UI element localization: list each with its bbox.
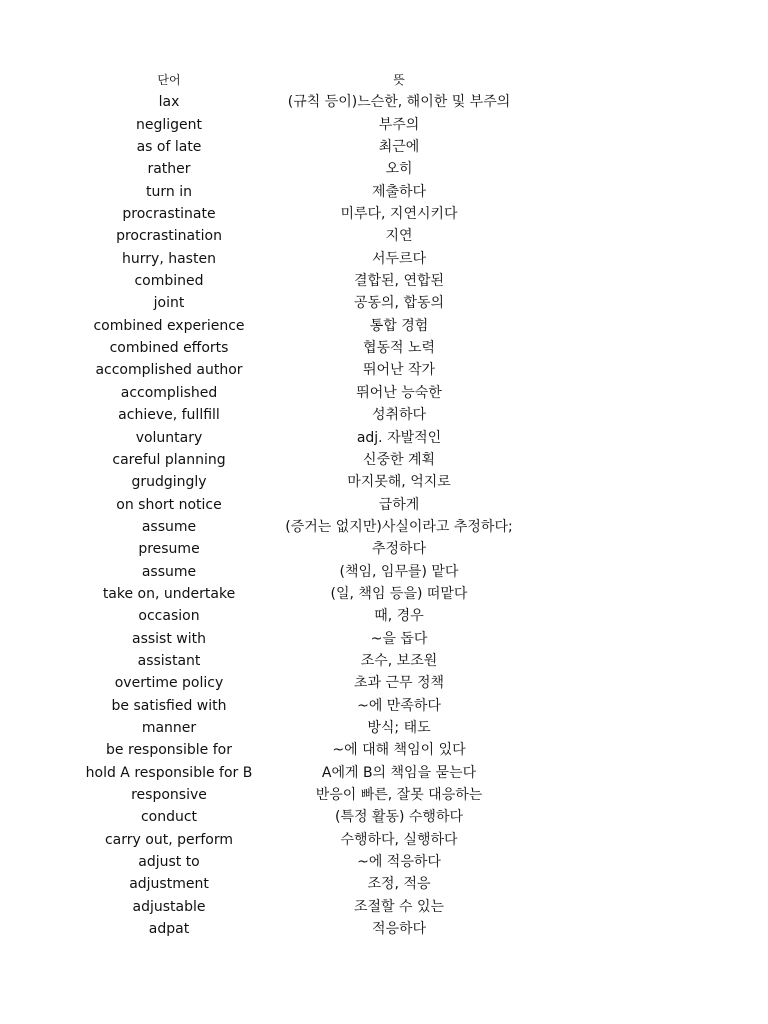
word-cell: combined experience	[93, 317, 245, 334]
table-row	[0, 494, 768, 516]
table-row	[0, 427, 768, 449]
word-cell: adpat	[148, 921, 190, 938]
table-row	[0, 225, 768, 247]
table-row	[0, 695, 768, 717]
word-cell: accomplished	[120, 384, 218, 401]
word-cell: lax	[158, 94, 180, 111]
word-cell: conduct	[140, 809, 198, 826]
word-cell: procrastination	[116, 228, 222, 245]
meaning-cell: adj. 자발적인	[356, 429, 442, 446]
table-body	[0, 91, 768, 940]
word-cell: grudgingly	[131, 474, 207, 491]
word-cell: hurry, hasten	[122, 250, 216, 267]
word-cell: be satisfied with	[111, 697, 227, 714]
word-cell: on short notice	[116, 496, 222, 513]
meaning-cell: 뛰어난 작가	[362, 362, 436, 379]
meaning-cell: ~을 돕다	[370, 630, 428, 647]
meaning-cell: 적응하다	[371, 921, 427, 938]
word-cell: as of late	[136, 139, 202, 156]
word-cell: adjustable	[132, 898, 206, 915]
word-cell: assistant	[137, 652, 201, 669]
table-row	[0, 561, 768, 583]
word-cell: assume	[141, 518, 197, 535]
table-row	[0, 270, 768, 292]
meaning-cell: 오히	[385, 161, 413, 178]
table-row	[0, 404, 768, 426]
table-row	[0, 382, 768, 404]
meaning-cell: 제출하다	[371, 183, 427, 200]
meaning-cell: 수행하다, 실행하다	[340, 831, 458, 848]
meaning-cell: 서두르다	[371, 250, 427, 267]
table-row	[0, 91, 768, 113]
table-row	[0, 203, 768, 225]
word-cell: combined efforts	[109, 340, 229, 357]
table-row	[0, 471, 768, 493]
word-cell: occasion	[138, 608, 200, 625]
meaning-cell: A에게 B의 책임을 묻는다	[321, 764, 477, 781]
table-row	[0, 762, 768, 784]
table-row	[0, 538, 768, 560]
table-row	[0, 829, 768, 851]
word-cell: turn in	[146, 183, 192, 200]
word-cell: combined	[134, 273, 204, 290]
table-row	[0, 292, 768, 314]
word-cell: rather	[147, 161, 191, 178]
meaning-cell: 공동의, 합동의	[353, 295, 445, 312]
meaning-cell: 급하게	[378, 496, 420, 513]
table-row	[0, 315, 768, 337]
vocabulary-table	[0, 69, 768, 940]
meaning-cell: 조수, 보조원	[360, 652, 438, 669]
table-row	[0, 449, 768, 471]
table-header-row	[0, 69, 768, 91]
word-cell: assist with	[132, 630, 206, 647]
word-cell: achieve, fullfill	[118, 407, 220, 424]
table-row	[0, 784, 768, 806]
word-cell: responsive	[131, 787, 207, 803]
table-row	[0, 583, 768, 605]
table-row	[0, 717, 768, 739]
table-row	[0, 918, 768, 940]
meaning-cell: 협동적 노력	[362, 340, 436, 357]
word-cell: negligent	[135, 116, 202, 133]
table-row	[0, 359, 768, 381]
meaning-cell: 미루다, 지연시키다	[340, 206, 458, 223]
meaning-cell: (일, 책임 등을) 떠맡다	[330, 585, 468, 602]
word-cell: assume	[141, 563, 197, 580]
table-row	[0, 248, 768, 270]
word-cell: overtime policy	[114, 675, 224, 692]
meaning-cell: 뛰어난 능숙한	[356, 384, 442, 401]
header-meaning: 뜻	[393, 73, 405, 87]
meaning-cell: 조절할 수 있는	[353, 898, 445, 915]
word-cell: procrastinate	[122, 206, 216, 223]
table-row	[0, 896, 768, 918]
meaning-cell: 부주의	[378, 116, 420, 133]
meaning-cell: 방식; 태도	[367, 719, 431, 736]
meaning-cell: 성취하다	[371, 407, 427, 424]
meaning-cell: (특정 활동) 수행하다	[334, 809, 464, 826]
meaning-cell: 조정, 적응	[367, 876, 431, 893]
table-row	[0, 739, 768, 761]
word-cell: voluntary	[135, 429, 203, 446]
meaning-cell: 초과 근무 정책	[353, 675, 445, 692]
table-row	[0, 337, 768, 359]
table-row	[0, 516, 768, 538]
word-cell: accomplished author	[95, 362, 243, 379]
word-cell: take on, undertake	[102, 585, 236, 602]
table-row	[0, 650, 768, 672]
meaning-cell: (규칙 등이)느슨한, 해이한 및 부주의	[287, 94, 511, 111]
meaning-cell: 추정하다	[371, 541, 427, 558]
meaning-cell: 결합된, 연합된	[353, 273, 445, 290]
table-row	[0, 873, 768, 895]
meaning-cell: 반응이 빠른, 잘못 대응하는	[315, 787, 483, 803]
word-cell: manner	[141, 719, 197, 736]
word-cell: adjust to	[138, 854, 200, 871]
meaning-cell: (책임, 임무를) 맡다	[339, 563, 459, 580]
word-cell: adjustment	[129, 876, 209, 893]
word-cell: be responsible for	[106, 742, 232, 759]
header-word: 단어	[157, 73, 181, 87]
meaning-cell: 최근에	[378, 139, 420, 156]
word-cell: carry out, perform	[104, 831, 233, 848]
word-cell: presume	[138, 541, 200, 558]
meaning-cell: 신중한 계획	[362, 451, 436, 468]
table-row	[0, 181, 768, 203]
table-row	[0, 672, 768, 694]
table-row	[0, 136, 768, 158]
table-row	[0, 158, 768, 180]
word-cell: hold A responsible for B	[85, 764, 253, 781]
word-cell: joint	[153, 295, 185, 312]
meaning-cell: (증거는 없지만)사실이라고 추정하다;	[285, 518, 513, 535]
meaning-cell: 지연	[385, 228, 413, 245]
meaning-cell: ~에 대해 책임이 있다	[332, 742, 466, 759]
meaning-cell: 통합 경험	[369, 317, 429, 334]
meaning-cell: 마지못해, 억지로	[347, 474, 451, 491]
table-row	[0, 806, 768, 828]
meaning-cell: 때, 경우	[374, 608, 424, 625]
table-row	[0, 605, 768, 627]
table-row	[0, 628, 768, 650]
table-row	[0, 114, 768, 136]
word-cell: careful planning	[112, 451, 226, 468]
table-row	[0, 851, 768, 873]
meaning-cell: ~에 만족하다	[357, 697, 441, 714]
meaning-cell: ~에 적응하다	[357, 854, 441, 871]
